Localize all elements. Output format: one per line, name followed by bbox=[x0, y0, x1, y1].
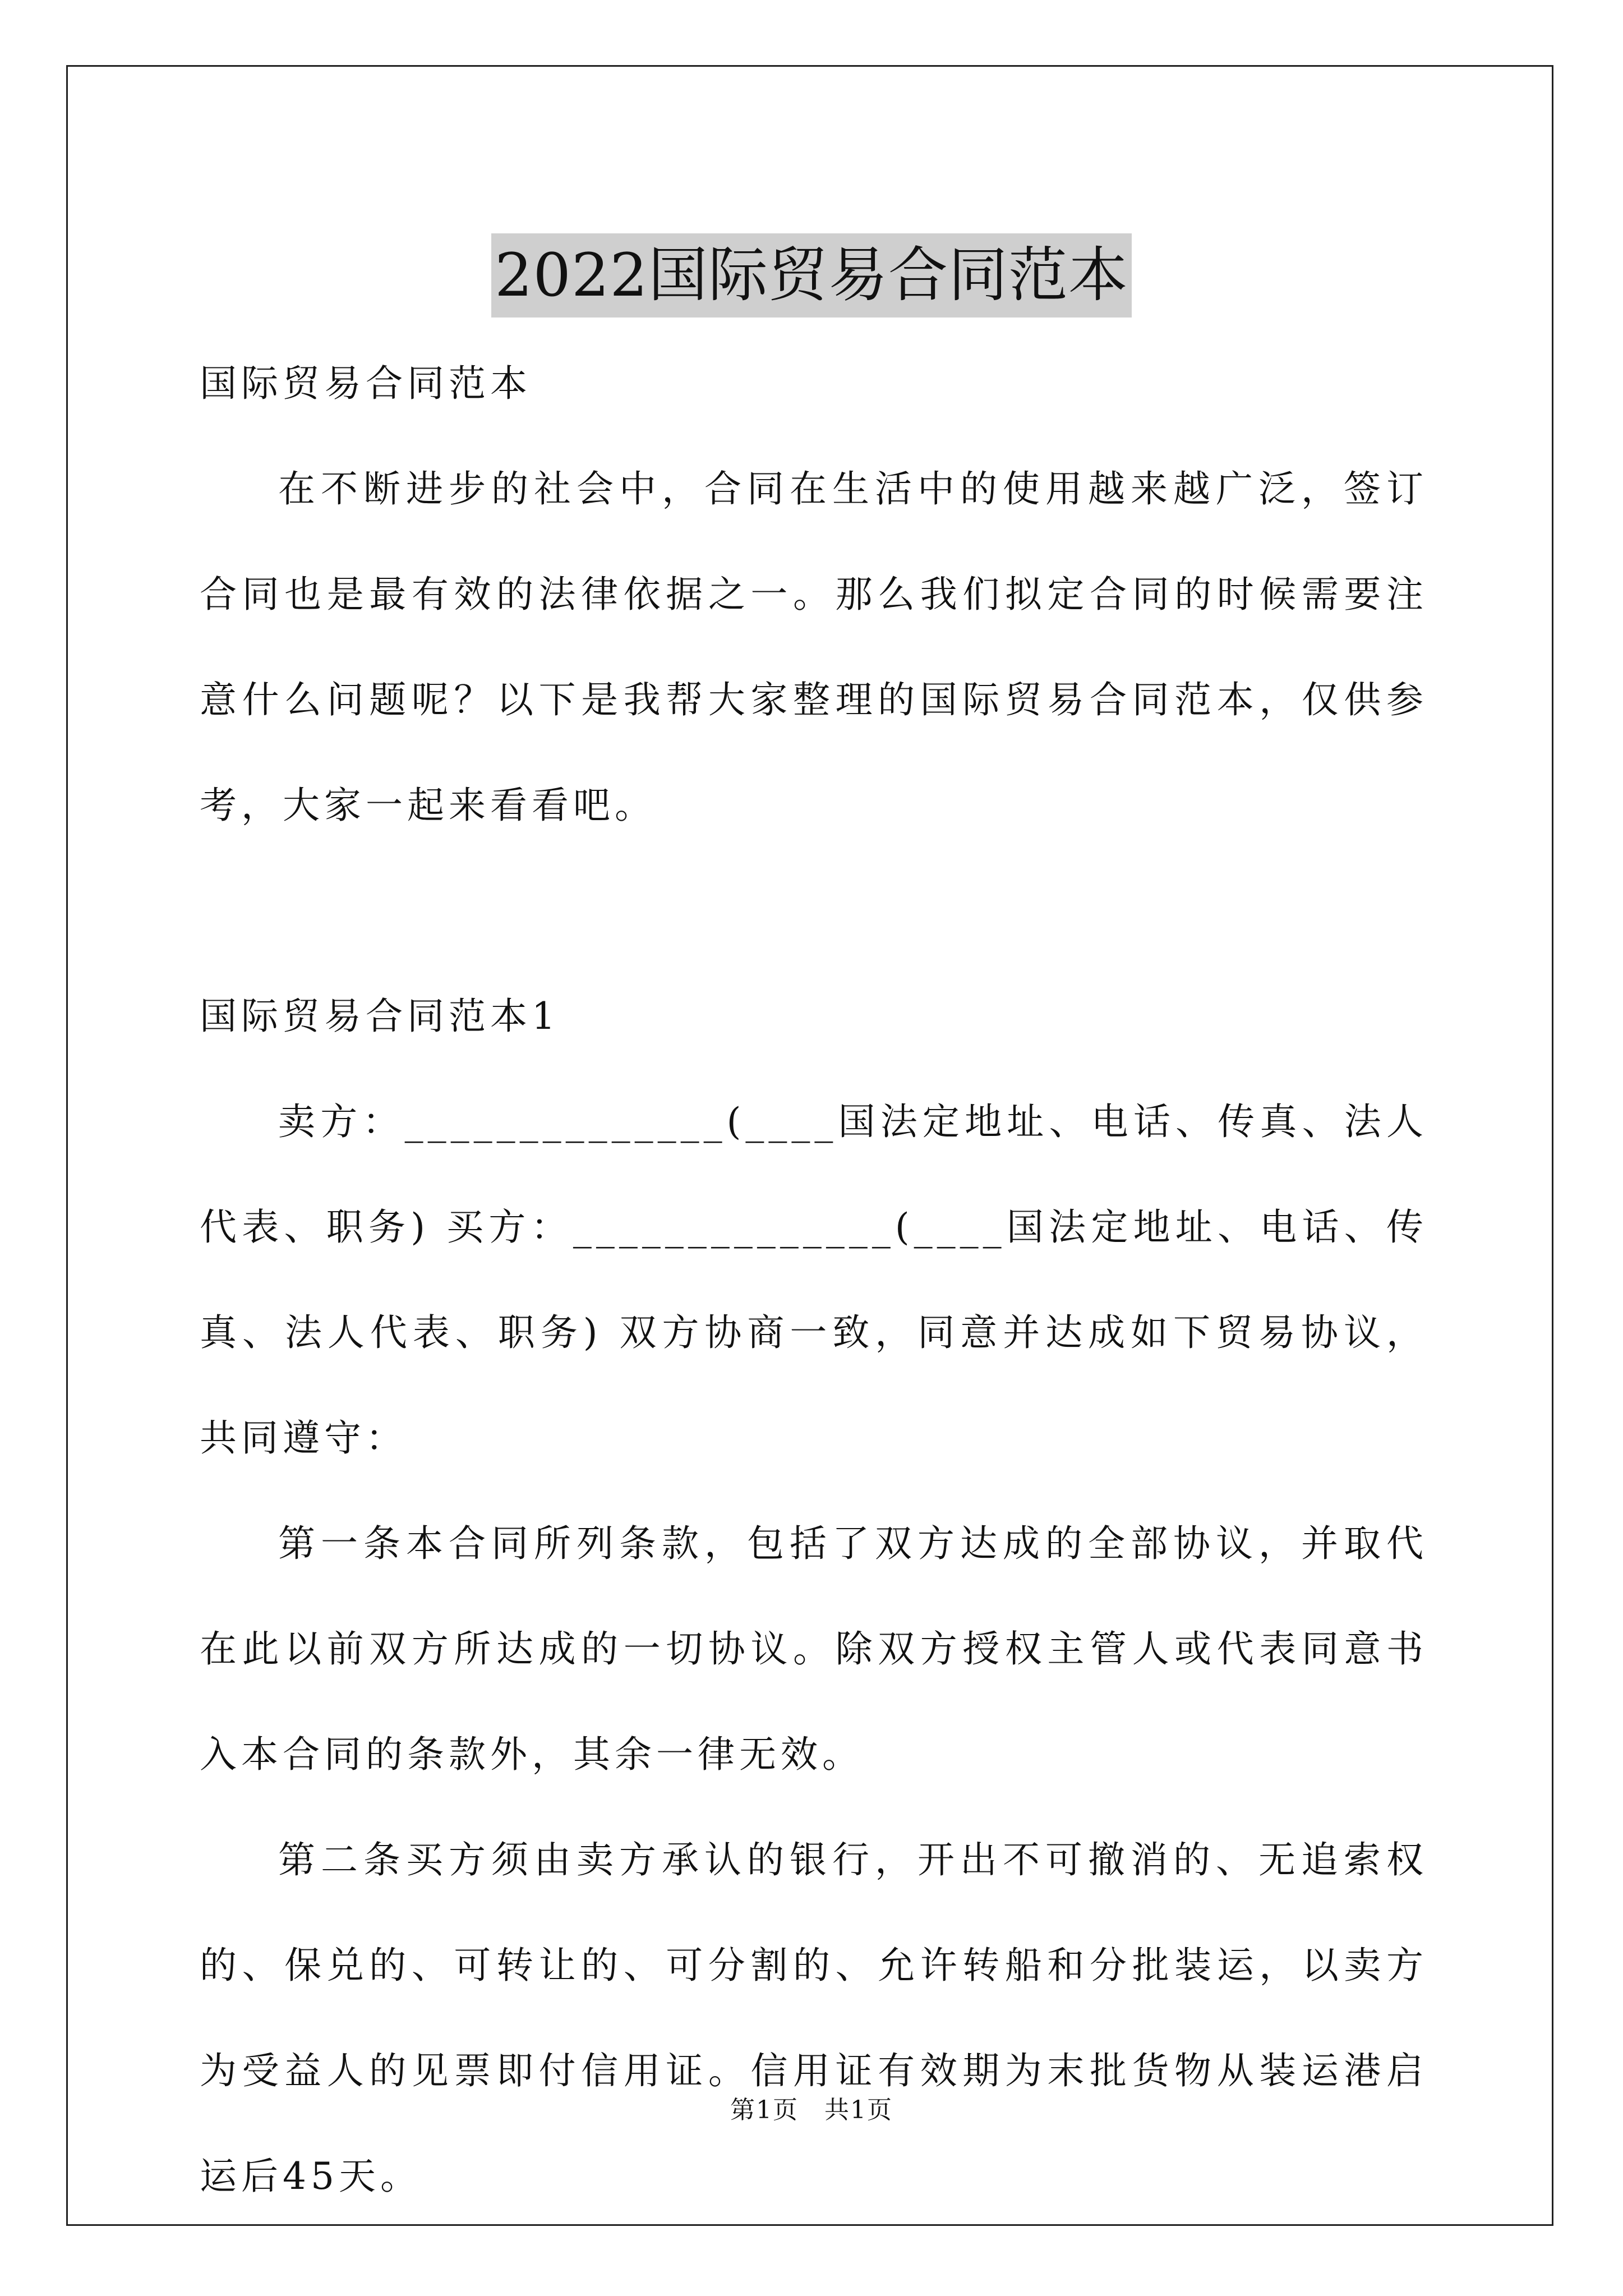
intro-paragraph: 在不断进步的社会中，合同在生活中的使用越来越广泛，签订合同也是最有效的法律依据之一。那么我们拟定合同的时候需要注意什么问题呢？以下是我帮大家整理的国际贸易合同范本，仅供参考，大家一起来看看吧。 bbox=[200, 467, 1428, 827]
page-footer: 第1页 共1页 bbox=[730, 2096, 893, 2124]
section-heading-intro: 国际贸易合同范本 bbox=[200, 362, 532, 405]
document-title: 2022国际贸易合同范本 bbox=[491, 233, 1132, 318]
article-1-paragraph: 第一条本合同所列条款，包括了双方达成的全部协议，并取代在此以前双方所达成的一切协议。除双方授权主管人或代表同意书入本合同的条款外，其余一律无效。 bbox=[200, 1522, 1428, 1776]
article-2-paragraph: 第二条买方须由卖方承认的银行，开出不可撤消的、无追索权的、保兑的、可转让的、可分割的、允许转船和分批装运，以卖方为受益人的见票即付信用证。信用证有效期为末批货物从装运港启运后45天。 bbox=[200, 1838, 1428, 2198]
document-body bbox=[200, 331, 1428, 2229]
section-heading-sample-1: 国际贸易合同范本1 bbox=[200, 995, 560, 1038]
parties-paragraph: 卖方：______________(____国法定地址、电话、传真、法人代表、职务) 买方：______________(____国法定地址、电话、传真、法人代表、职务) 双方协商一致，同意并达成如下贸易协议，共同遵守： bbox=[200, 1100, 1428, 1460]
paragraph-spacer bbox=[200, 858, 1428, 964]
